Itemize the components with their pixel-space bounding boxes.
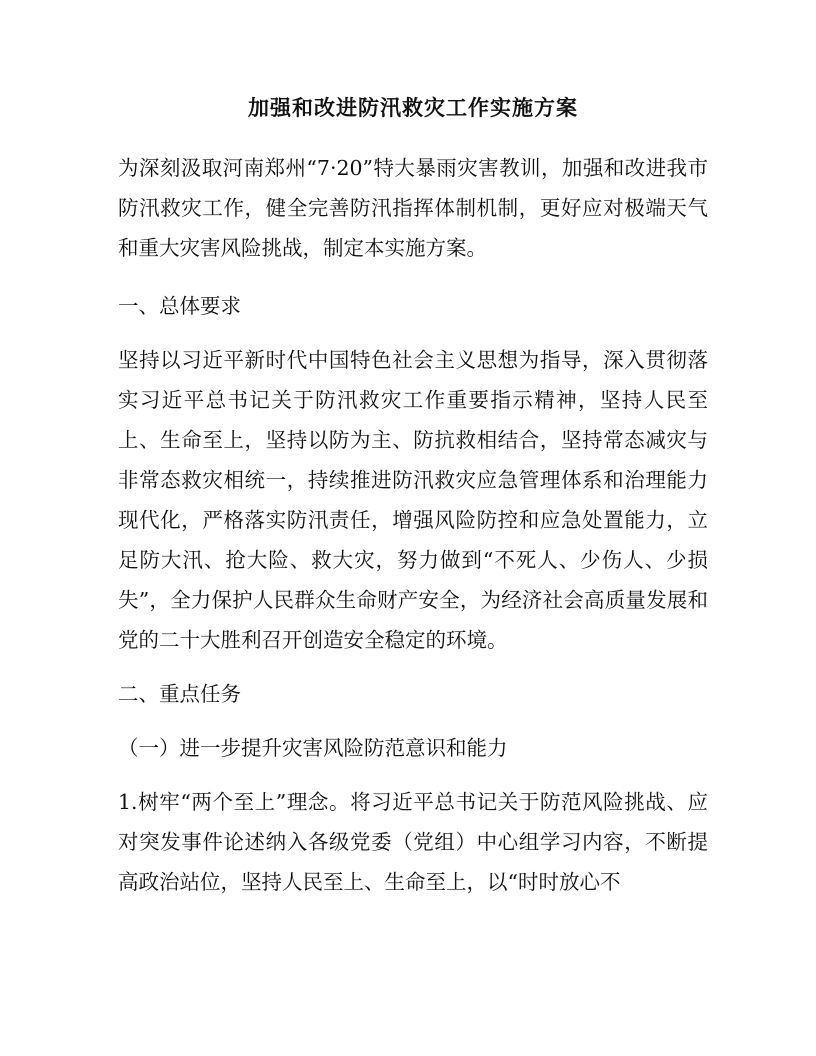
subsection-heading-risk-prevention: （一）进一步提升灾害风险防范意识和能力 [118,736,508,760]
task-item-1-paragraph: 1.树牢“两个至上”理念。将习近平总书记关于防范风险挑战、应对突发事件论述纳入各级党委（党组）中心组学习内容，不断提高政治站位，坚持人民至上、生命至上，以“时时放心不 [118,790,708,894]
section-heading-general-requirements: 一、总体要求 [118,294,241,318]
section-heading-key-tasks: 二、重点任务 [118,682,241,706]
document-title: 加强和改进防汛救灾工作实施方案 [248,95,578,120]
intro-paragraph: 为深刻汲取河南郑州“7·20”特大暴雨灾害教训，加强和改进我市防汛救灾工作，健全完善防汛指挥体制机制，更好应对极端天气和重大灾害风险挑战，制定本实施方案。 [118,156,708,260]
general-requirements-paragraph: 坚持以习近平新时代中国特色社会主义思想为指导，深入贯彻落实习近平总书记关于防汛救灾工作重要指示精神，坚持人民至上、生命至上，坚持以防为主、防抗救相结合，坚持常态减灾与非常态救灾相统一，持续推进防汛救灾应急管理体系和治理能力现代化，严格落实防汛责任，增强风险防控和应急处置能力，立足防大汛、抢大险、救大灾，努力做到“不死人、少伤人、少损失”，全力保护人民群众生命财产安全，为经济社会高质量发展和党的二十大胜利召开创造安全稳定的环境。 [118,348,708,652]
